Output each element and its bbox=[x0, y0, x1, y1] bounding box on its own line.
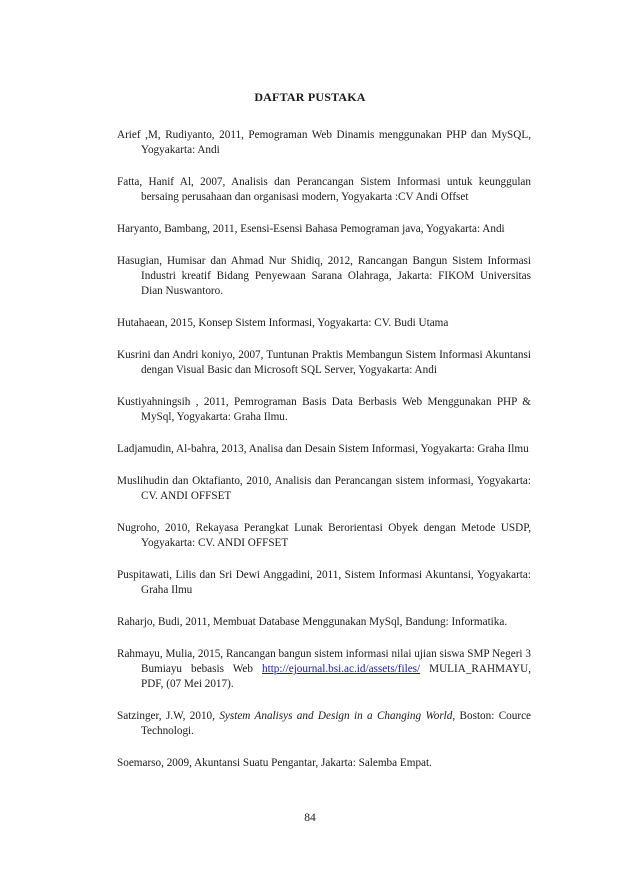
reference-italic-title: System Analisys and Design in a Changing World bbox=[219, 710, 453, 722]
reference-text: Hasugian, Humisar dan Ahmad Nur Shidiq, 2012, Rancangan Bangun Sistem Informasi Industri kreatif Bidang Penyewaan Sarana Olahraga, Jakarta: FIKOM Universitas Dian Nuswantoro. bbox=[117, 255, 531, 297]
reference-text: Satzinger, J.W, 2010, bbox=[117, 710, 220, 722]
reference-link[interactable]: http://ejournal.bsi.ac.id/assets/files/ bbox=[262, 663, 421, 675]
reference-item bbox=[117, 756, 531, 771]
reference-item bbox=[117, 474, 531, 504]
reference-text: Raharjo, Budi, 2011, Membuat Database Menggunakan MySql, Bandung: Informatika. bbox=[117, 616, 508, 628]
page-number: 84 bbox=[304, 812, 316, 824]
reference-text-after: , Boston: Cource Technologi. bbox=[141, 710, 532, 737]
reference-text-after: MULIA_RAHMAYU, PDF, (07 Mei 2017). bbox=[141, 663, 531, 690]
reference-item bbox=[117, 316, 531, 331]
reference-text: Fatta, Hanif Al, 2007, Analisis dan Perancangan Sistem Informasi untuk keunggulan bersaing perusahaan dan organisasi modern, Yogyakarta :CV Andi Offset bbox=[117, 176, 531, 203]
reference-text: Muslihudin dan Oktafianto, 2010, Analisis dan Perancangan sistem informasi, Yogyakarta: CV. ANDI OFFSET bbox=[117, 475, 531, 502]
reference-item bbox=[117, 442, 531, 457]
reference-text: Hutahaean, 2015, Konsep Sistem Informasi, Yogyakarta: CV. Budi Utama bbox=[117, 317, 449, 329]
reference-text: Rahmayu, Mulia, 2015, Rancangan bangun sistem informasi nilai ujian siswa SMP Negeri 3 Bumiayu bebasis Web bbox=[117, 648, 531, 675]
reference-text: Arief ,M, Rudiyanto, 2011, Pemograman Web Dinamis menggunakan PHP dan MySQL, Yogyakarta: Andi bbox=[117, 129, 531, 156]
reference-text: Haryanto, Bambang, 2011, Esensi-Esensi Bahasa Pemograman java, Yogyakarta: Andi bbox=[117, 223, 505, 235]
reference-text: Ladjamudin, Al-bahra, 2013, Analisa dan Desain Sistem Informasi, Yogyakarta: Graha Ilmu bbox=[117, 443, 529, 455]
reference-item bbox=[117, 348, 531, 378]
reference-item bbox=[117, 175, 531, 205]
reference-text: Puspitawati, Lilis dan Sri Dewi Anggadini, 2011, Sistem Informasi Akuntansi, Yogyakarta: Graha Ilmu bbox=[117, 569, 531, 596]
reference-item bbox=[117, 647, 531, 692]
reference-item bbox=[117, 709, 531, 739]
reference-item bbox=[117, 568, 531, 598]
reference-item bbox=[117, 128, 531, 158]
reference-text: Soemarso, 2009, Akuntansi Suatu Pengantar, Jakarta: Salemba Empat. bbox=[117, 757, 432, 769]
reference-item bbox=[117, 254, 531, 299]
page-title: DAFTAR PUSTAKA bbox=[254, 90, 366, 104]
reference-item bbox=[117, 222, 531, 237]
reference-text: Kusrini dan Andri koniyo, 2007, Tuntunan Praktis Membangun Sistem Informasi Akuntansi dengan Visual Basic dan Microsoft SQL Server, Yogyakarta: Andi bbox=[117, 349, 531, 376]
reference-item bbox=[117, 615, 531, 630]
reference-item bbox=[117, 395, 531, 425]
reference-text: Nugroho, 2010, Rekayasa Perangkat Lunak Berorientasi Obyek dengan Metode USDP, Yogyakarta: CV. ANDI OFFSET bbox=[117, 522, 531, 549]
reference-item bbox=[117, 521, 531, 551]
reference-list bbox=[117, 128, 531, 788]
reference-text: Kustiyahningsih , 2011, Pemrograman Basis Data Berbasis Web Menggunakan PHP & MySql, Yogyakarta: Graha Ilmu. bbox=[117, 396, 531, 423]
